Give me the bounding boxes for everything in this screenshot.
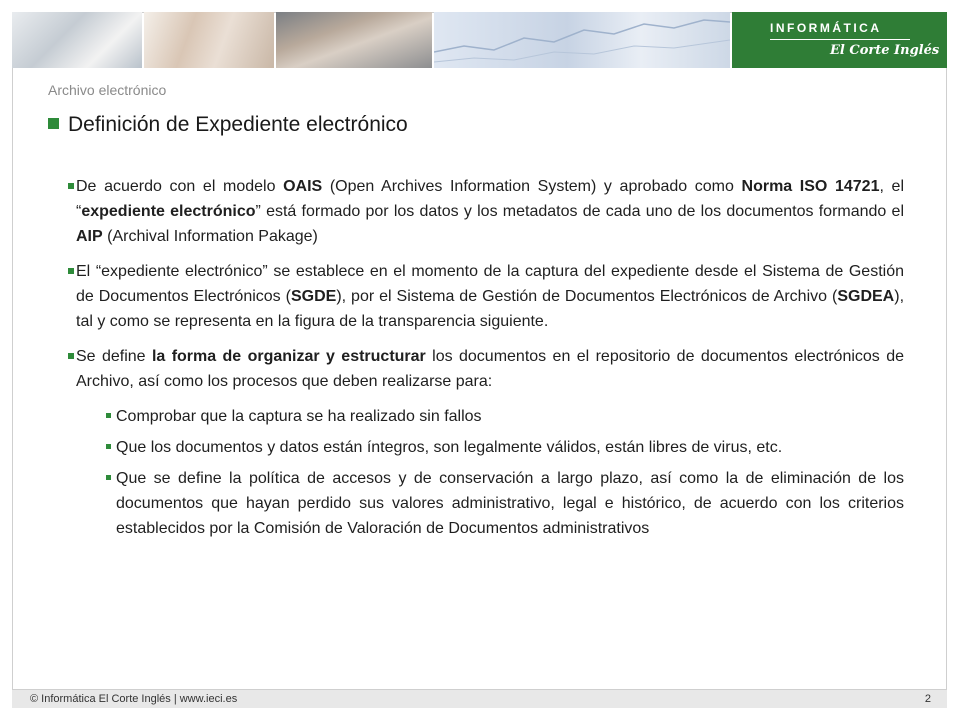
banner-photo-writing: [144, 12, 274, 68]
brand-logo: [732, 12, 947, 68]
bullet-2: [64, 259, 904, 334]
sub-bullet-3-text: Que se define la política de accesos y de conservación a largo plazo, así como la de eliminación de los documentos que hayan perdido sus valores administrativo, legal e histórico, de acuerdo con los criterios establecidos por la Comisión de Valoración de Documentos administrativos: [116, 470, 904, 537]
bullet-2-text-1: El “expediente electrónico” se establece en el momento de la captura del expediente desde el Sistema de Gestión de Documentos Electrónicos (: [76, 263, 904, 305]
sub-bullet-3: [64, 466, 904, 541]
bullet-1-text-4: ” está formado por los datos y los metadatos de cada uno de los documentos formando el: [255, 203, 905, 220]
banner-photo-chart: [434, 12, 730, 68]
sub-bullet-square-icon: [106, 475, 111, 480]
bullet-2-bold-1: SGDE: [290, 288, 337, 305]
bullet-1: [64, 174, 904, 249]
bullet-square-icon: [68, 183, 74, 189]
sub-bullet-2-text: Que los documentos y datos están íntegros, son legalmente válidos, están libres de virus, etc.: [116, 439, 783, 456]
bullet-square-icon: [68, 353, 74, 359]
banner-photo-handshake: [276, 12, 432, 68]
bullet-1-bold-1: OAIS: [283, 178, 323, 195]
bullet-2-text-2: ), por el Sistema de Gestión de Documentos Electrónicos de Archivo (: [336, 288, 838, 305]
sub-bullet-1-text: Comprobar que la captura se ha realizado sin fallos: [116, 408, 482, 425]
sub-bullet-square-icon: [106, 444, 111, 449]
bullet-1-text-1: De acuerdo con el modelo: [76, 178, 284, 195]
section-label: Archivo electrónico: [48, 82, 167, 98]
title-square-icon: [48, 118, 59, 129]
bullet-1-text-2: (Open Archives Information System) y aprobado como: [322, 178, 742, 195]
bullet-1-bold-2: Norma ISO 14721: [741, 178, 880, 195]
brand-signature: El Corte Inglés: [830, 43, 940, 58]
bullet-1-text-5: (Archival Information Pakage): [102, 228, 318, 245]
sub-bullet-1: [64, 404, 904, 429]
bullet-3: [64, 344, 904, 394]
bullet-3-bold-1: la forma de organizar y estructurar: [151, 348, 426, 365]
brand-name: INFORMÁTICA: [770, 21, 882, 35]
bullet-square-icon: [68, 268, 74, 274]
sub-bullet-2: [64, 435, 904, 460]
bullet-3-text-1: Se define: [76, 348, 152, 365]
banner-chart-graphic: [434, 12, 730, 68]
title-row: [48, 113, 408, 137]
footer-copyright: © Informática El Corte Inglés | www.ieci.es: [30, 693, 238, 705]
sub-bullet-square-icon: [106, 413, 111, 418]
bullet-1-bold-3: expediente electrónico: [81, 203, 256, 220]
header-banner: [12, 12, 947, 68]
banner-photo-laptop: [12, 12, 142, 68]
bullet-2-bold-2: SGDEA: [837, 288, 895, 305]
bullet-1-bold-4: AIP: [76, 228, 103, 245]
footer-bar: [12, 689, 947, 708]
bullet-1-text-3: , el “: [76, 178, 904, 220]
page-title: Definición de Expediente electrónico: [68, 113, 408, 136]
page-number: 2: [924, 693, 931, 705]
bullet-2-text-3: ), tal y como se representa en la figura de la transparencia siguiente.: [76, 288, 905, 330]
brand-divider: [770, 39, 910, 40]
content-body: [64, 174, 904, 547]
bullet-3-text-2: los documentos en el repositorio de documentos electrónicos de Archivo, así como los procesos que deben realizarse para:: [76, 348, 904, 390]
